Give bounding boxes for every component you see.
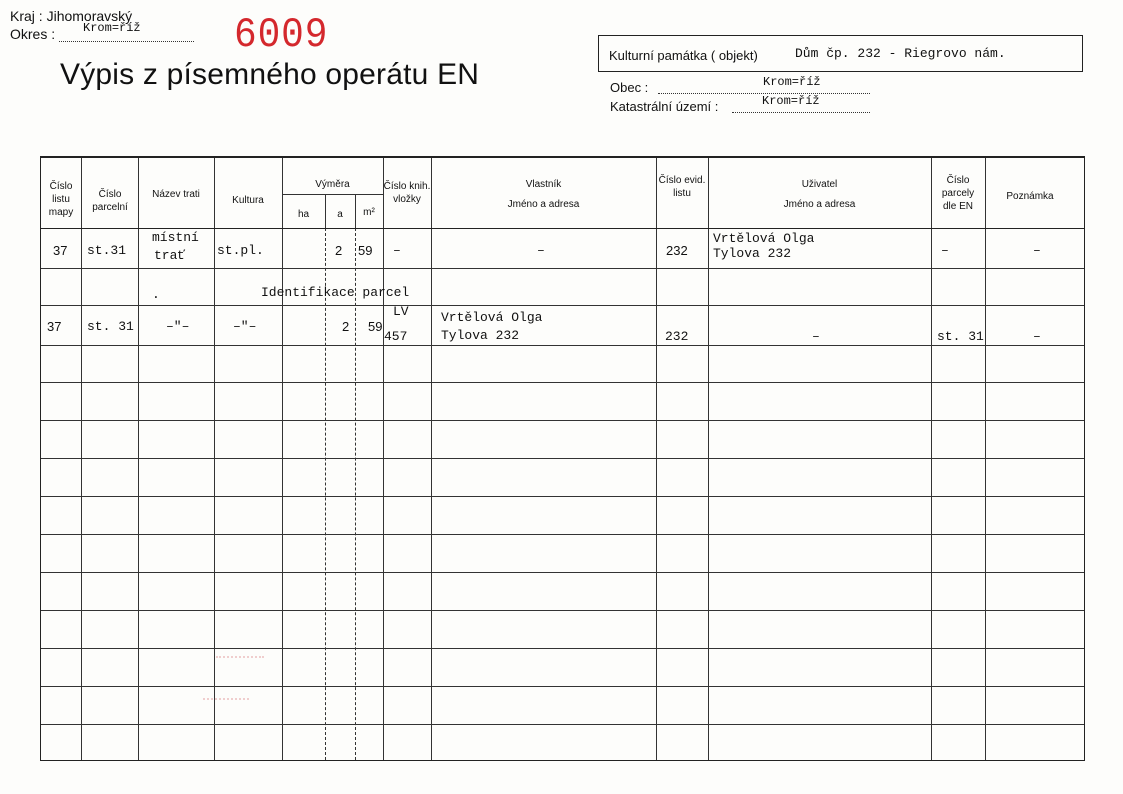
bleed-through-mark	[203, 698, 249, 710]
header-cislo-parcelni: Číslo parcelní	[92, 189, 128, 213]
header-uzivatel: Uživatel	[801, 179, 838, 190]
header-kultura: Kultura	[232, 195, 264, 206]
row-line	[41, 648, 1084, 649]
katastr-field	[732, 94, 870, 113]
stamp-number: 6009	[234, 11, 329, 59]
header-vlastnik-sub: Jméno a adresa	[507, 199, 580, 210]
col-divider	[282, 158, 283, 760]
identifikace-text: Identifikace parcel	[261, 285, 410, 300]
obec-value: Krom=říž	[763, 75, 821, 89]
row1-evid: 232	[666, 243, 688, 258]
object-box	[598, 35, 1083, 72]
row-line	[41, 268, 1084, 269]
row2-trat: –"–	[166, 319, 190, 334]
row2-vlastnik-line1: Vrtělová Olga	[441, 310, 543, 325]
okres-value: Krom=říž	[83, 21, 141, 35]
okres-label: Okres :	[10, 26, 56, 42]
col-divider	[81, 158, 82, 760]
row1-a: 2	[335, 243, 343, 258]
header-cislo-knih: Číslo knih. vložky	[383, 181, 431, 205]
header-cislo-listu: Číslo listu mapy	[48, 181, 74, 218]
row1-kultura: st.pl.	[217, 243, 264, 258]
row2-poznamka: –	[1033, 329, 1041, 344]
header-vlastnik: Vlastník	[525, 179, 562, 190]
katastr-value: Krom=říž	[762, 94, 820, 108]
row1-trat-line1: místní	[152, 230, 199, 245]
row2-parcela-en: st. 31	[937, 329, 984, 344]
row-line	[41, 345, 1084, 346]
row1-uzivatel-line2: Tylova 232	[713, 246, 792, 261]
row1-list: 37	[53, 243, 68, 258]
row-line	[41, 496, 1084, 497]
row2-knih-line2: 457	[384, 329, 408, 344]
identifikace-dot: .	[152, 287, 160, 302]
object-label: Kulturní památka ( objekt)	[609, 48, 758, 63]
header-nazev-trati: Název trati	[152, 189, 200, 200]
col-divider	[656, 158, 657, 760]
row2-kultura: –"–	[233, 319, 257, 334]
col-divider	[138, 158, 139, 760]
obec-label: Obec :	[610, 80, 649, 95]
kraj-label: Kraj :	[10, 8, 43, 24]
katastr-line	[610, 99, 718, 114]
header-cislo-parcely-en: Číslo parcely dle EN	[941, 175, 975, 212]
header-bottom-line	[41, 228, 1084, 229]
row2-vlastnik-line2: Tylova 232	[441, 328, 520, 343]
row1-parcela-en: –	[941, 243, 949, 258]
row2-m2: 59	[368, 319, 383, 334]
record-table	[40, 156, 1085, 761]
header-vymera: Výměra	[315, 179, 350, 190]
row-line	[41, 724, 1084, 725]
kraj-value: Jihomoravský	[46, 8, 133, 24]
row-line	[41, 420, 1084, 421]
row1-uzivatel-line1: Vrtělová Olga	[713, 231, 815, 246]
row2-knih-line1: LV	[393, 304, 409, 319]
object-value: Dům čp. 232 - Riegrovo nám.	[795, 46, 1006, 61]
header-cislo-evid: Číslo evid. listu	[658, 175, 706, 199]
obec-field	[658, 75, 870, 94]
col-divider-dashed	[355, 228, 356, 760]
row-line	[41, 382, 1084, 383]
row1-m2: 59	[358, 243, 373, 258]
row2-a: 2	[342, 319, 350, 334]
col-divider	[383, 158, 384, 760]
row2-parcela: st. 31	[87, 319, 134, 334]
okres-line	[10, 21, 194, 42]
obec-line	[610, 80, 648, 95]
col-divider	[985, 158, 986, 760]
row2-list: 37	[47, 319, 62, 334]
bleed-through-mark	[216, 656, 264, 668]
row1-poznamka: –	[1033, 243, 1041, 258]
row-line	[41, 305, 1084, 306]
col-divider	[431, 158, 432, 760]
header-m2: m²	[363, 207, 375, 218]
row1-vlastnik: –	[537, 243, 545, 258]
col-divider-dashed	[325, 228, 326, 760]
header-ha: ha	[297, 209, 310, 220]
row-line	[41, 686, 1084, 687]
katastr-label: Katastrální území :	[610, 99, 719, 114]
row1-knih: –	[393, 243, 401, 258]
row-line	[41, 534, 1084, 535]
row1-trat-line2: trať	[154, 248, 186, 263]
row2-evid: 232	[665, 329, 689, 344]
row-line	[41, 458, 1084, 459]
col-divider	[931, 158, 932, 760]
row-line	[41, 572, 1084, 573]
page-title: Výpis z písemného operátu EN	[60, 58, 480, 91]
row1-parcela: st.31	[87, 243, 127, 258]
header-uzivatel-sub: Jméno a adresa	[783, 199, 856, 210]
header-poznamka: Poznámka	[1006, 191, 1054, 202]
vymera-divider	[282, 194, 383, 195]
col-divider	[214, 158, 215, 760]
row-line	[41, 610, 1084, 611]
col-divider	[708, 158, 709, 760]
okres-field	[59, 21, 194, 42]
row2-uzivatel: –	[812, 329, 820, 344]
header-a: a	[337, 209, 343, 220]
